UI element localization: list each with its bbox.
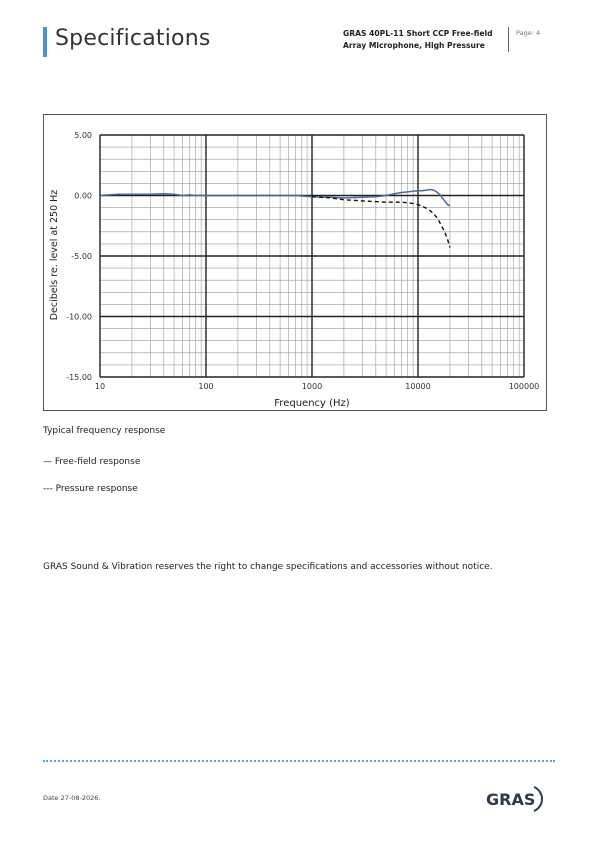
header-divider bbox=[508, 27, 509, 52]
footer-date: Date 27-08-2026. bbox=[43, 794, 101, 802]
gras-logo bbox=[484, 783, 546, 815]
notice-text: GRAS Sound & Vibration reserves the right to change specifications and accessories without notice. bbox=[43, 562, 493, 572]
y-tick-label: -10.00 bbox=[66, 312, 92, 322]
logo-wordmark: GRAS bbox=[486, 790, 536, 809]
title-accent-bar bbox=[43, 27, 47, 57]
x-tick-label: 1000 bbox=[301, 382, 323, 391]
y-tick-label: -15.00 bbox=[66, 373, 92, 382]
page-title: Specifications bbox=[55, 26, 211, 51]
y-tick-label: 0.00 bbox=[74, 191, 92, 201]
legend-pressure: --- Pressure response bbox=[43, 484, 138, 494]
y-tick-label: 5.00 bbox=[74, 131, 92, 140]
y-tick-label: -5.00 bbox=[71, 252, 92, 261]
x-axis-label: Frequency (Hz) bbox=[274, 398, 350, 409]
pressure-response-line bbox=[312, 197, 450, 248]
frequency-response-chart bbox=[43, 114, 547, 411]
page-number: Page: 4 bbox=[516, 29, 541, 37]
x-tick-label: 100 bbox=[198, 382, 214, 391]
free-field-response-line bbox=[100, 190, 450, 206]
x-tick-label: 100000 bbox=[508, 382, 540, 391]
series-layer bbox=[100, 190, 450, 248]
x-tick-label: 10 bbox=[94, 382, 106, 391]
chart-svg bbox=[44, 115, 548, 412]
footer-dotted-rule bbox=[43, 760, 555, 762]
product-name: GRAS 40PL-11 Short CCP Free-field Array Microphone, High Pressure bbox=[343, 29, 493, 50]
y-axis-label: Decibels re. level at 250 Hz bbox=[49, 189, 60, 321]
x-tick-label: 10000 bbox=[405, 382, 431, 391]
legend-free-field: — Free-field response bbox=[43, 457, 141, 467]
chart-caption: Typical frequency response bbox=[43, 426, 166, 436]
